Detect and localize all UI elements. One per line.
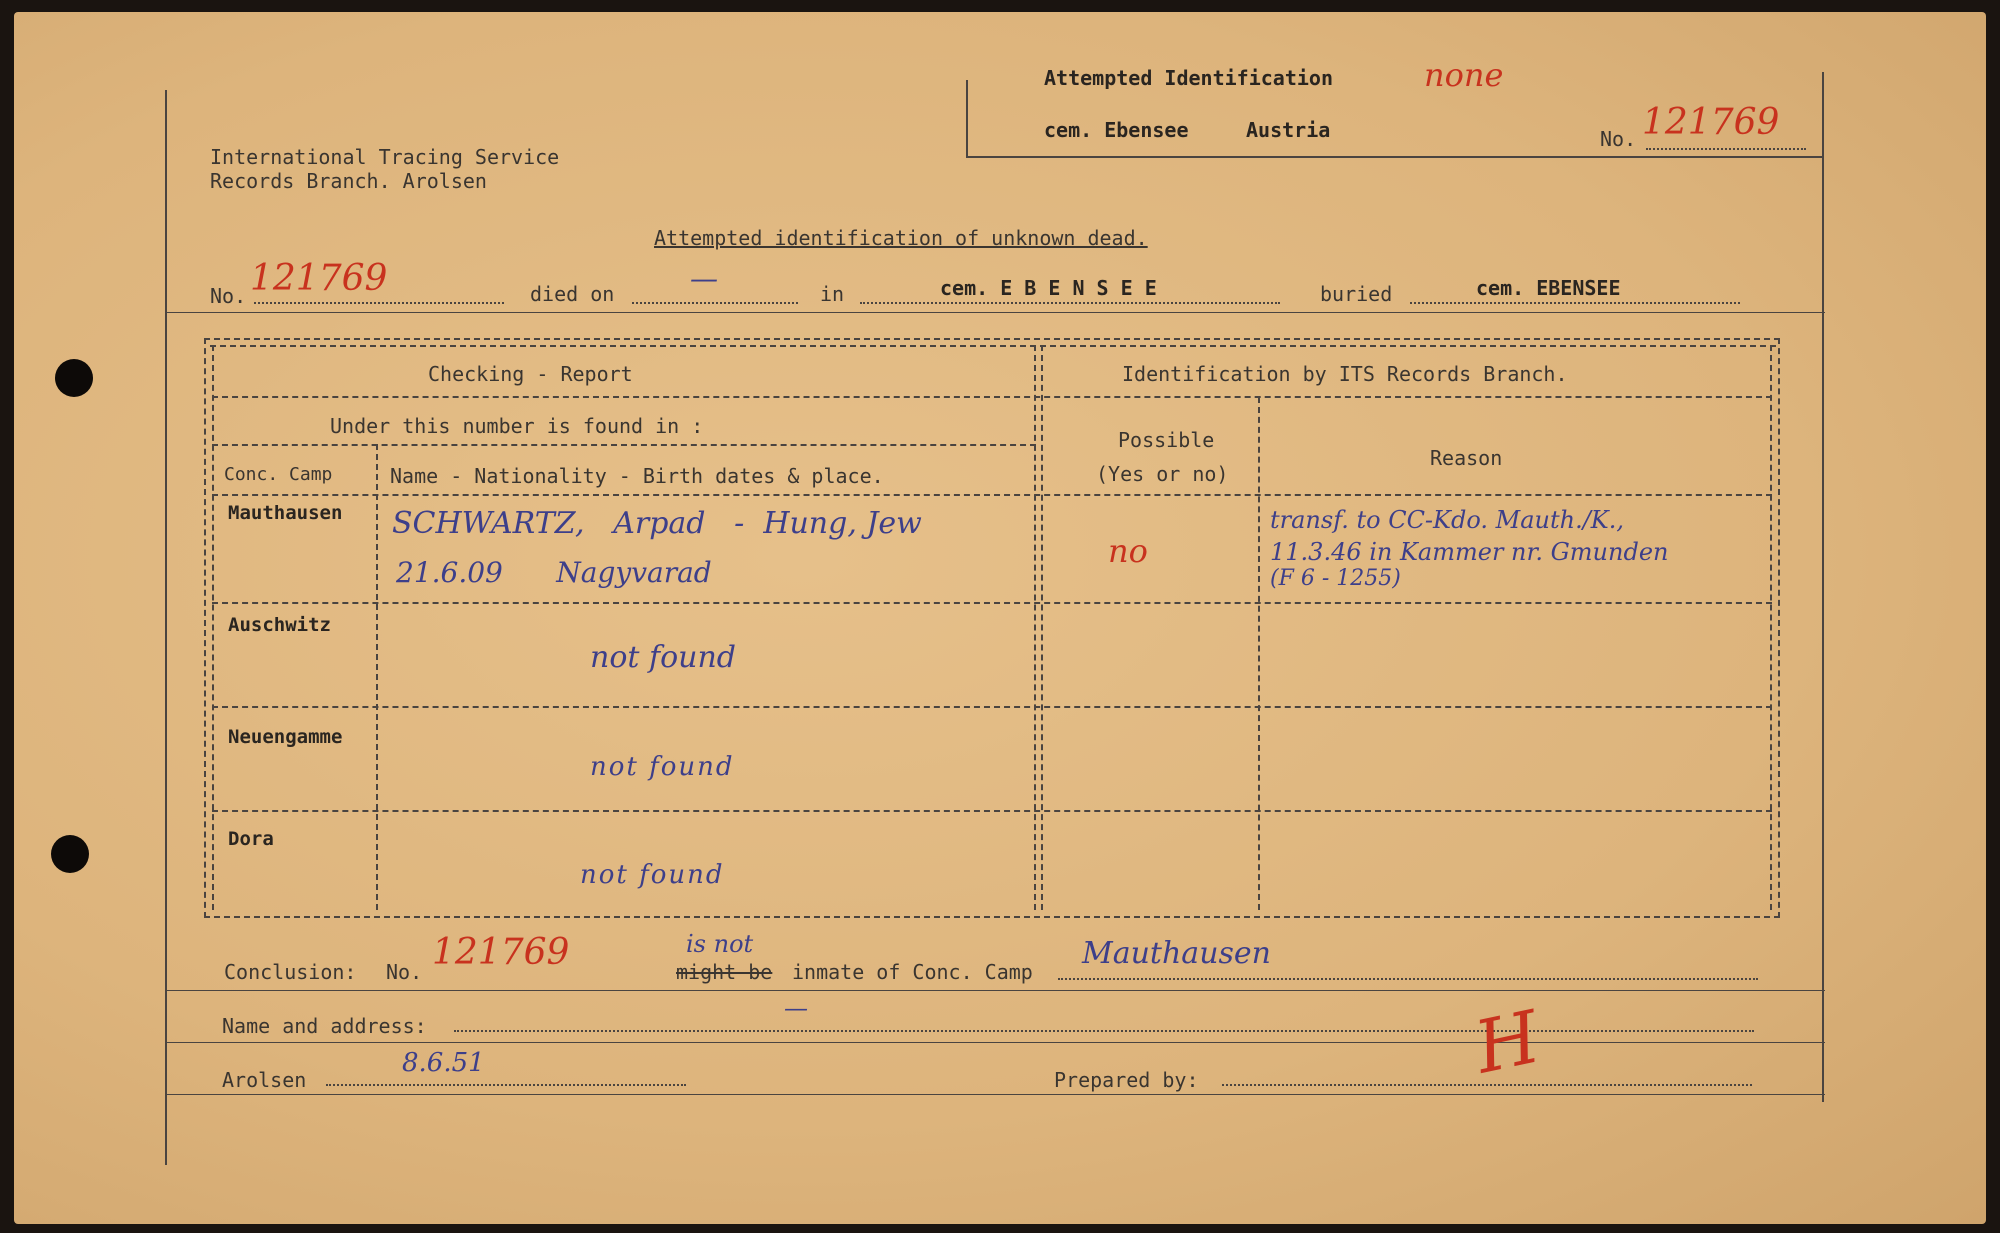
table-right-inner <box>1770 345 1772 910</box>
document-title: Attempted identification of unknown dead. <box>654 226 1148 250</box>
in-value: cem. E B E N S E E <box>940 276 1157 300</box>
rule-after-row1 <box>212 602 1772 604</box>
row-possible: no <box>1108 532 1148 570</box>
row-name-line1: SCHWARTZ, Arpad - Hung, Jew <box>392 506 922 541</box>
in-label: in <box>820 282 845 306</box>
row-camp: Dora <box>228 828 274 850</box>
row-reason-line2: 11.3.46 in Kammer nr. Gmunden <box>1270 538 1669 566</box>
punch-hole-bottom <box>51 835 89 873</box>
attempted-identification-label: Attempted Identification <box>1044 66 1333 90</box>
conclusion-camp-value: Mauthausen <box>1082 936 1271 971</box>
header-box-right <box>1822 72 1824 1102</box>
identification-header: Identification by ITS Records Branch. <box>1122 362 1568 386</box>
died-on-dots <box>632 302 798 304</box>
arolsen-label: Arolsen <box>222 1068 307 1092</box>
row-name-line2: 21.6.09 Nagyvarad <box>396 556 712 589</box>
record-no-value: 121769 <box>250 258 388 299</box>
record-no-dots <box>254 302 504 304</box>
arolsen-date: 8.6.51 <box>402 1048 485 1078</box>
name-address-label: Name and address: <box>222 1014 427 1038</box>
header-no-value: 121769 <box>1642 102 1780 143</box>
table-reason-divider <box>1258 397 1260 910</box>
its-record-card <box>14 12 1986 1224</box>
header-cemetery: cem. Ebensee <box>1044 118 1189 142</box>
rule-after-col-headers <box>212 494 1772 496</box>
conclusion-might-be: might be <box>676 960 773 984</box>
header-no-label: No. <box>1600 127 1637 151</box>
arolsen-dots <box>326 1084 686 1086</box>
table-left-inner <box>212 345 214 910</box>
header-country: Austria <box>1246 118 1331 142</box>
in-dots <box>860 302 1280 304</box>
footer-rule <box>165 1094 1825 1095</box>
buried-dots <box>1410 302 1740 304</box>
name-address-value: — <box>784 994 808 1022</box>
checking-report-header: Checking - Report <box>428 362 633 386</box>
org-line2: Records Branch. Arolsen <box>210 169 487 193</box>
table-mid-divider2 <box>1041 345 1043 910</box>
prepared-by-initials: H <box>1467 994 1547 1090</box>
died-on-value: — <box>690 262 718 295</box>
table-bottom <box>204 916 1780 918</box>
died-on-label: died on <box>530 282 615 306</box>
row-name-line1: not found <box>590 640 736 675</box>
conclusion-is-not: is not <box>686 930 754 958</box>
conclusion-dots <box>1058 978 1758 980</box>
row-camp: Auschwitz <box>228 614 331 636</box>
reason-header: Reason <box>1430 446 1503 470</box>
row-reason-line1: transf. to CC-Kdo. Mauth./K., <box>1270 506 1624 534</box>
punch-hole-top <box>55 359 93 397</box>
conclusion-inmate-label: inmate of Conc. Camp <box>792 960 1033 984</box>
left-margin-line <box>165 90 167 1165</box>
conclusion-rule <box>165 990 1825 991</box>
table-mid-divider <box>1034 345 1036 910</box>
rule-after-row3 <box>212 810 1772 812</box>
conclusion-no-value: 121769 <box>432 932 570 973</box>
name-address-dots <box>454 1030 1754 1032</box>
possible-header: Possible <box>1118 428 1215 452</box>
row-name-line1: not found <box>580 860 725 890</box>
header-no-dots <box>1646 148 1806 150</box>
record-no-label: No. <box>210 284 247 308</box>
attempted-identification-value: none <box>1424 56 1504 94</box>
conclusion-label: Conclusion: <box>224 960 357 984</box>
conc-camp-header: Conc. Camp <box>224 464 333 485</box>
table-camp-divider <box>376 444 378 910</box>
prepared-by-label: Prepared by: <box>1054 1068 1199 1092</box>
conclusion-no-label: No. <box>386 960 423 984</box>
rule-after-row2 <box>212 706 1772 708</box>
row-name-line1: not found <box>590 752 735 782</box>
record-line-rule <box>165 312 1825 313</box>
table-right <box>1778 338 1780 918</box>
org-line1: International Tracing Service <box>210 145 560 169</box>
header-box-bottom <box>966 156 1824 158</box>
buried-value: cem. EBENSEE <box>1476 276 1621 300</box>
name-col-header: Name - Nationality - Birth dates & place. <box>390 464 884 488</box>
table-top <box>204 338 1780 340</box>
row-camp: Mauthausen <box>228 502 343 524</box>
row-camp: Neuengamme <box>228 726 343 748</box>
header-box-left <box>966 80 968 158</box>
row-reason-line3: (F 6 - 1255) <box>1270 566 1401 591</box>
rule-after-section-headers <box>212 396 1772 398</box>
under-number-label: Under this number is found in : <box>330 414 704 438</box>
table-left <box>204 338 206 918</box>
rule-after-under-number <box>212 444 1036 446</box>
name-address-rule <box>165 1042 1825 1043</box>
yes-or-no-header: (Yes or no) <box>1096 462 1229 486</box>
table-top-inner <box>210 345 1776 347</box>
buried-label: buried <box>1320 282 1393 306</box>
